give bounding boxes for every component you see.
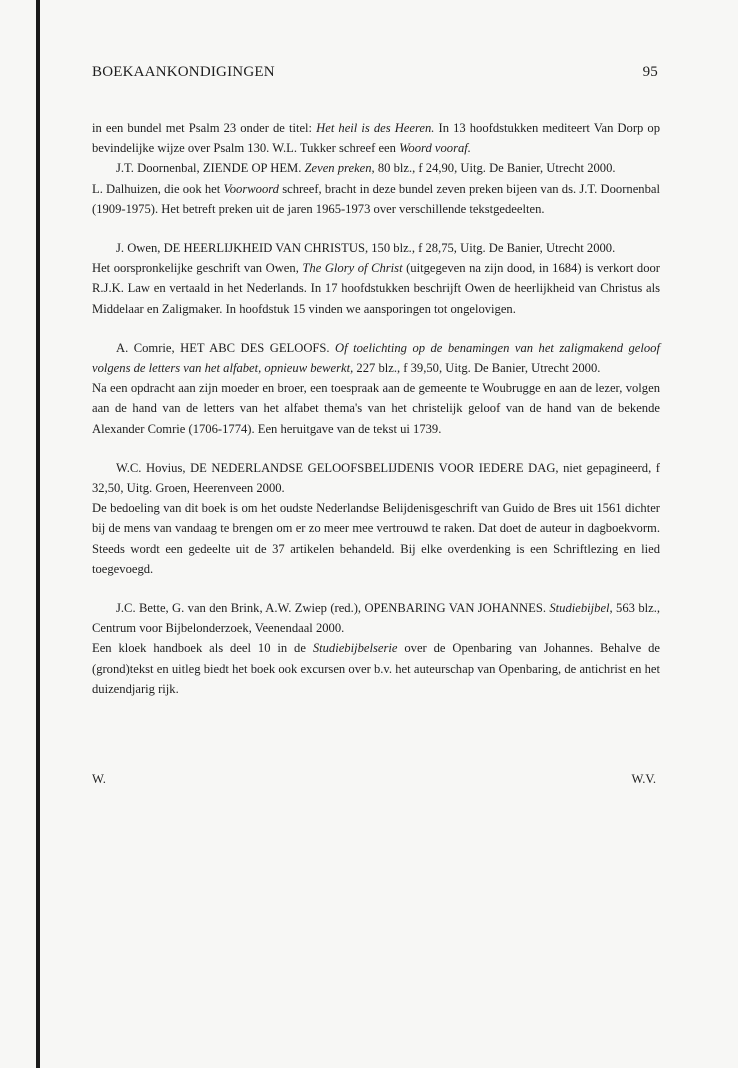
entry-citation (92, 598, 660, 638)
entry-description (92, 179, 660, 219)
description-text-2: over de Openbaring van Johannes. Behalve de (grond)tekst en uitleg biedt het boek ook excursen over b.v. het auteurschap van Openbaring, de antichrist en het duizendjarig rijk. (92, 641, 661, 696)
description-text-2: schreef, bracht in deze bundel zeven preken bijeen van ds. J.T. Doornenbal (1909-1975). Het betreft preken uit de jaren 1965-1973 over verschillende tekstgedeelten. (92, 181, 660, 216)
citation-italic: Studiebijbel, (549, 601, 613, 616)
entry-description (92, 498, 660, 579)
page-binding-edge (36, 0, 40, 1068)
entry-citation (92, 158, 660, 178)
book-entry (92, 238, 660, 319)
signature-right: W.V. (631, 772, 656, 786)
signature-line (92, 772, 656, 787)
book-entry (92, 338, 660, 439)
book-entry (92, 158, 660, 219)
description-italic: The Glory of Christ (302, 261, 403, 276)
citation-text: W.C. Hovius, DE NEDERLANDSE GELOOFSBELIJDENIS VOOR IEDERE DAG, niet gepagineerd, f 32,50, Uitg. Groen, Heerenveen 2000. (92, 460, 660, 496)
book-entry (92, 458, 660, 579)
intro-italic-foreword: Woord vooraf. (399, 141, 471, 156)
section-title: BOEKAANKONDIGINGEN (92, 64, 275, 80)
intro-paragraph (92, 118, 660, 158)
citation-italic: Of toelichting op de benamingen van het zaligmakend geloof volgens de letters van het alfabet, opnieuw bewerkt, (92, 340, 660, 376)
entry-description (92, 378, 660, 439)
entry-citation (92, 338, 660, 378)
running-header (92, 64, 658, 81)
description-text: De bedoeling van dit boek is om het oudste Nederlandse Belijdenisgeschrift van Guido de Bres uit 1561 dichter bij de mens van vandaag te brengen om er zo meer mee vertrouwd te raken. Dat doet de auteur in dagboekvorm. Steeds wordt een gedeelte uit de 37 artikelen behandeld. Bij elke overdenking is een Schriftlezing en lied toegevoegd. (92, 501, 660, 576)
description-italic: Voorwoord (223, 181, 279, 196)
citation-text: A. Comrie, HET ABC DES GELOOFS. (116, 340, 336, 355)
citation-text: J. Owen, DE HEERLIJKHEID VAN CHRISTUS, 150 blz., f 28,75, Uitg. De Banier, Utrecht 2000. (116, 241, 616, 256)
citation-text: J.C. Bette, G. van den Brink, A.W. Zwiep (red.), OPENBARING VAN JOHANNES. (116, 601, 550, 616)
entry-description (92, 258, 660, 319)
description-text: Na een opdracht aan zijn moeder en broer, een toespraak aan de gemeente te Woubrugge en aan de lezer, volgen aan de hand van de letters van het alfabet thema's van het christelijk geloof van de hand van de bekende Alexander Comrie (1706-1774). Een heruitgave van de tekst ui 1739. (92, 381, 660, 436)
page-number: 95 (642, 64, 658, 80)
signature-left: W. (92, 772, 106, 786)
description-text-2: (uitgegeven na zijn dood, in 1684) is verkort door R.J.K. Law en vertaald in het Nederlands. In 17 hoofdstukken beschrijft Owen de heerlijkheid van Christus als Middelaar en Zaligmaker. In hoofdstuk 15 vinden we aansporingen tot ongelovigen. (92, 261, 661, 316)
description-italic: Studiebijbelserie (312, 641, 398, 656)
intro-italic-title: Het heil is des Heeren. (316, 121, 435, 135)
description-text: L. Dalhuizen, die ook het (92, 181, 224, 196)
description-text: Het oorspronkelijke geschrift van Owen, (92, 261, 303, 276)
citation-text-2: 227 blz., f 39,50, Uitg. De Banier, Utrecht 2000. (353, 361, 601, 376)
description-text: Een kloek handboek als deel 10 in de (92, 641, 313, 656)
entry-citation (92, 238, 660, 258)
page-body (92, 118, 660, 718)
citation-text: J.T. Doornenbal, ZIENDE OP HEM. (116, 161, 305, 176)
intro-text-2: In 13 hoofdstukken mediteert Van Dorp op bevindelijke wijze over Psalm 130. W.L. Tukker schreef een (92, 121, 660, 156)
citation-text-2: 80 blz., f 24,90, Uitg. De Banier, Utrecht 2000. (374, 161, 616, 176)
entry-citation (92, 458, 660, 498)
book-entry (92, 598, 660, 699)
citation-italic: Zeven preken, (304, 161, 375, 176)
citation-text-2: 563 blz., Centrum voor Bijbelonderzoek, Veenendaal 2000. (92, 601, 660, 636)
intro-text-1: in een bundel met Psalm 23 onder de titel: (92, 121, 317, 135)
entry-description (92, 638, 660, 699)
